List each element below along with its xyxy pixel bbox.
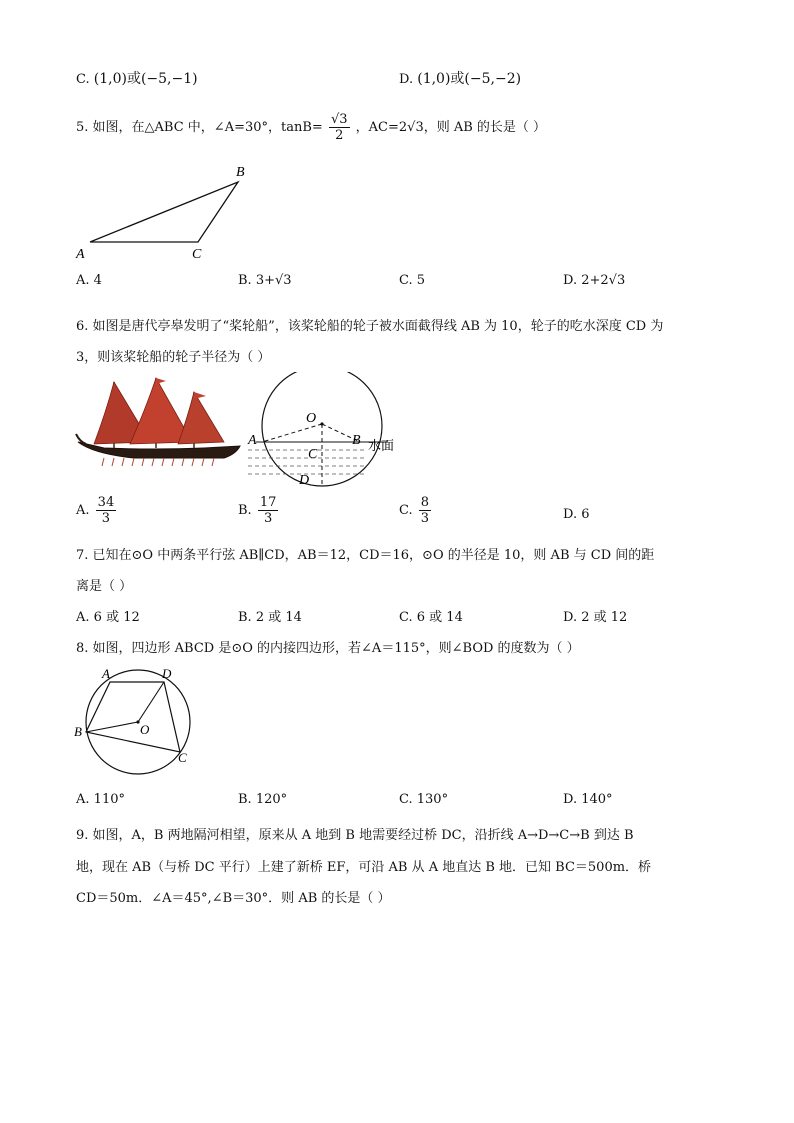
option-key: C.: [399, 792, 413, 807]
option-key: B.: [238, 792, 252, 807]
ship-hull: [78, 442, 240, 458]
label-a: A: [102, 666, 110, 681]
sail-3: [178, 392, 224, 444]
q6-wheel-figure: [244, 372, 404, 490]
q6-stem-line2: 3，则该桨轮船的轮子半径为（ ）: [76, 350, 271, 365]
q7-option-b: [238, 606, 302, 625]
option-fraction: [96, 495, 117, 526]
fraction-denominator: 2: [335, 128, 344, 143]
option-key: B.: [238, 273, 252, 288]
label-a: A: [248, 433, 257, 448]
q6-option-a: [76, 495, 118, 526]
option-key: D.: [563, 792, 578, 807]
q4-option-d: [399, 68, 521, 88]
label-c: C: [192, 247, 202, 262]
option-text: 120°: [255, 792, 288, 807]
segment-od: [138, 682, 164, 722]
segment-ob: [86, 722, 138, 732]
fraction-numerator: 17: [259, 495, 277, 510]
label-o: O: [306, 411, 317, 426]
paddle-ship-illustration: [74, 372, 244, 474]
option-text: (1,0)或(−5,−1): [93, 71, 198, 87]
q6-option-b: [238, 495, 280, 526]
q5-stem: [76, 112, 546, 143]
flag-2: [194, 392, 206, 399]
fraction-numerator: √3: [330, 112, 348, 127]
option-key: A.: [76, 503, 90, 518]
label-c: C: [308, 447, 318, 462]
q7-option-d: [563, 606, 627, 625]
label-a: A: [76, 247, 85, 262]
triangle-abc: [90, 182, 238, 242]
fraction-denominator: 3: [420, 511, 430, 526]
q6-option-c: [399, 495, 433, 526]
stem-text: 5. 如图，在△ABC 中，∠A=30°，tanB=: [76, 120, 323, 135]
option-key: A.: [76, 610, 90, 625]
label-c: C: [178, 750, 187, 765]
option-text: 3+√3: [255, 273, 292, 288]
option-text: 4: [93, 273, 102, 288]
q7-stem-line2: 离是（ ）: [76, 579, 133, 594]
label-d: D: [299, 473, 310, 488]
quadrilateral-abcd: [86, 682, 180, 752]
center-point-o: [320, 422, 323, 425]
option-key: D.: [563, 273, 578, 288]
option-key: A.: [76, 273, 90, 288]
option-text: 130°: [416, 792, 449, 807]
q5-option-c: [399, 273, 425, 288]
q8-option-a: [76, 792, 125, 807]
label-b: B: [74, 724, 82, 739]
q5-triangle-figure: [70, 160, 270, 270]
label-b: B: [352, 433, 361, 448]
fraction-numerator: 8: [420, 495, 430, 510]
label-b: B: [236, 165, 245, 180]
label-d: D: [162, 666, 172, 681]
option-text: 2 或 12: [581, 610, 628, 625]
ship-paddles: [102, 458, 214, 466]
option-key: C.: [399, 273, 413, 288]
q5-option-d: [563, 273, 625, 288]
q5-option-b: [238, 273, 292, 288]
option-key: B.: [238, 503, 252, 518]
tan-fraction: [329, 112, 350, 143]
stem-text: ，AC=2: [355, 120, 408, 135]
q8-option-b: [238, 792, 287, 807]
q5-option-a: [76, 273, 102, 288]
option-fraction: [419, 495, 431, 526]
water-hatching: [248, 450, 366, 474]
option-key: C.: [76, 72, 90, 87]
label-o: O: [140, 722, 150, 737]
option-key: D.: [563, 507, 578, 522]
q7-option-a: [76, 606, 140, 625]
option-key: A.: [76, 792, 90, 807]
fraction-denominator: 3: [101, 511, 111, 526]
option-key: D.: [399, 72, 414, 87]
q7-stem-line1: 7. 已知在⊙O 中两条平行弦 AB∥CD，AB＝12，CD＝16，⊙O 的半径是 10，则 AB 与 CD 间的距: [76, 548, 655, 563]
option-key: D.: [563, 610, 578, 625]
option-text: 6: [581, 507, 590, 522]
stem-sqrt: √3: [407, 120, 424, 135]
option-fraction: [258, 495, 279, 526]
stem-text: ，则 AB 的长是（ ）: [423, 120, 547, 135]
q7-option-c: [399, 606, 463, 625]
q9-stem-line3: CD＝50m．∠A＝45°,∠B＝30°．则 AB 的长是（ ）: [76, 891, 391, 906]
option-key: C.: [399, 503, 413, 518]
option-text: (1,0)或(−5,−2): [417, 71, 522, 87]
q4-option-c: [76, 68, 198, 88]
flag-1: [156, 378, 166, 384]
q6-option-d: [563, 507, 590, 522]
q8-stem: 8. 如图，四边形 ABCD 是⊙O 的内接四边形，若∠A＝115°，则∠BOD 的度数为（ ）: [76, 641, 580, 656]
radius-oa: [262, 424, 322, 442]
option-key: C.: [399, 610, 413, 625]
q6-stem-line1: 6. 如图是唐代亭皋发明了“桨轮船”，该桨轮船的轮子被水面截得线 AB 为 10，轮子的吃水深度 CD 为: [76, 319, 664, 334]
fraction-denominator: 3: [263, 511, 273, 526]
option-text: 110°: [93, 792, 125, 807]
water-surface-label: 水面: [368, 439, 395, 454]
option-text: 2 或 14: [255, 610, 302, 625]
q9-stem-line1: 9. 如图，A，B 两地隔河相望，原来从 A 地到 B 地需要经过桥 DC，沿折线 A→D→C→B 到达 B: [76, 828, 634, 843]
q9-stem-line2: 地，现在 AB（与桥 DC 平行）上建了新桥 EF，可沿 AB 从 A 地直达 B 地．已知 BC＝500m．桥: [76, 860, 652, 875]
option-text: 140°: [581, 792, 613, 807]
q8-option-c: [399, 792, 448, 807]
option-text: 6 或 12: [93, 610, 140, 625]
q8-option-d: [563, 792, 613, 807]
option-text: 6 或 14: [416, 610, 463, 625]
option-text: 2+2√3: [581, 273, 626, 288]
option-key: B.: [238, 610, 252, 625]
option-text: 5: [416, 273, 426, 288]
fraction-numerator: 34: [97, 495, 115, 510]
q8-circle-figure: [70, 664, 200, 784]
